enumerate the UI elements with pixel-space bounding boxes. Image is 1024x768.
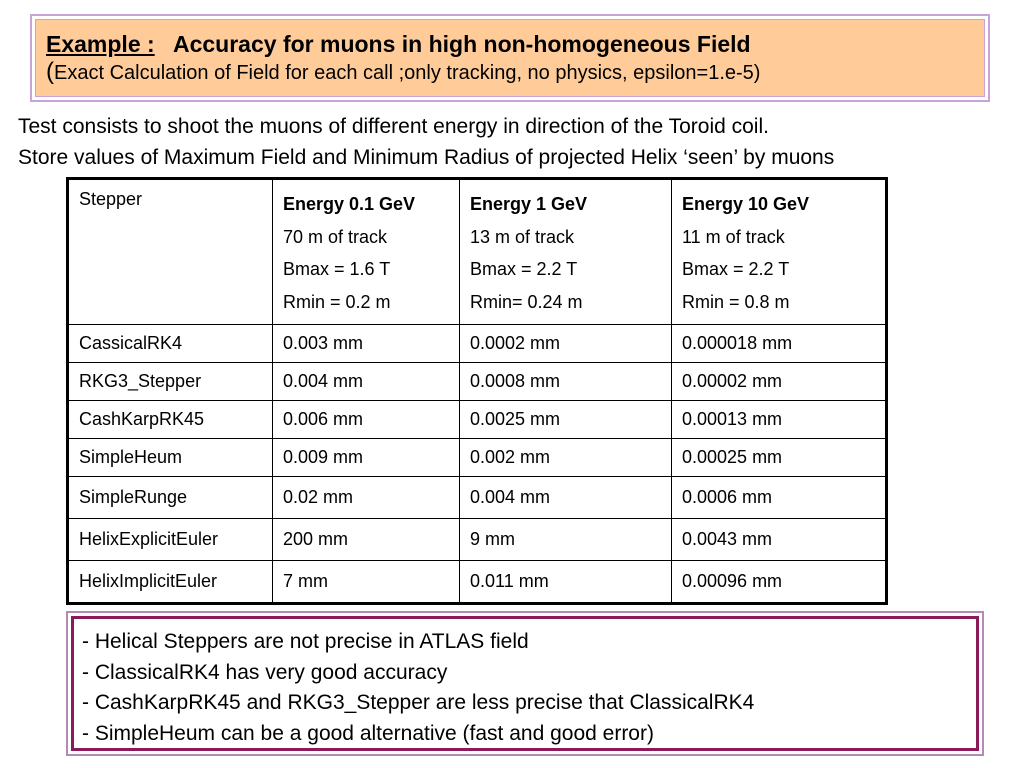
error-value: 0.0006 mm xyxy=(672,477,887,519)
stepper-name: HelixImplicitEuler xyxy=(68,561,273,604)
error-value: 0.002 mm xyxy=(460,439,672,477)
error-value: 0.004 mm xyxy=(273,363,460,401)
slide-subtitle xyxy=(46,58,984,87)
accuracy-table xyxy=(66,177,888,605)
rmin-value: Rmin = 0.8 m xyxy=(682,291,790,312)
error-value: 0.00025 mm xyxy=(672,439,887,477)
error-value: 0.0043 mm xyxy=(672,519,887,561)
stepper-header: Stepper xyxy=(79,189,143,209)
intro-text xyxy=(18,111,834,173)
error-value: 200 mm xyxy=(273,519,460,561)
error-value: 0.0002 mm xyxy=(460,325,672,363)
rmin-value: Rmin = 0.2 m xyxy=(283,291,391,312)
example-label: Example : xyxy=(46,31,155,57)
error-value: 0.0008 mm xyxy=(460,363,672,401)
title-heading: Accuracy for muons in high non-homogeneous Field xyxy=(172,31,751,57)
conclusion-item: - Helical Steppers are not precise in ATLAS field xyxy=(82,630,529,653)
track-length: 13 m of track xyxy=(470,226,575,247)
error-value: 0.00096 mm xyxy=(672,561,887,604)
conclusion-item: - ClassicalRK4 has very good accuracy xyxy=(82,660,448,684)
table-row xyxy=(68,561,887,604)
intro-line-1: Test consists to shoot the muons of different energy in direction of the Toroid coil. xyxy=(18,115,769,138)
energy-label: Energy 10 GeV xyxy=(682,194,810,214)
error-value: 0.00002 mm xyxy=(672,363,887,401)
slide-title xyxy=(46,30,984,58)
track-length: 70 m of track xyxy=(283,226,388,247)
stepper-header-cell xyxy=(68,179,273,325)
title-box xyxy=(30,14,990,102)
table-row xyxy=(68,477,887,519)
stepper-name: RKG3_Stepper xyxy=(68,363,273,401)
conclusion-item: - SimpleHeum can be a good alternative (fast and good error) xyxy=(82,721,654,745)
intro-line-2: Store values of Maximum Field and Minimum Radius of projected Helix ‘seen’ by muons xyxy=(18,146,835,169)
error-value: 7 mm xyxy=(273,561,460,604)
table-row xyxy=(68,325,887,363)
track-length: 11 m of track xyxy=(682,226,785,247)
stepper-name: SimpleRunge xyxy=(68,477,273,519)
error-value: 0.009 mm xyxy=(273,439,460,477)
subtitle-paren: ( xyxy=(46,58,54,85)
energy-label: Energy 1 GeV xyxy=(470,194,588,214)
error-value: 9 mm xyxy=(460,519,672,561)
error-value: 0.011 mm xyxy=(460,561,672,604)
error-value: 0.006 mm xyxy=(273,401,460,439)
conclusions-box xyxy=(66,611,984,756)
error-value: 0.004 mm xyxy=(460,477,672,519)
conclusion-item: - CashKarpRK45 and RKG3_Stepper are less precise that ClassicalRK4 xyxy=(82,691,755,714)
table-row xyxy=(68,519,887,561)
stepper-name: CassicalRK4 xyxy=(68,325,273,363)
error-value: 0.003 mm xyxy=(273,325,460,363)
table-header-row xyxy=(68,179,887,325)
error-value: 0.02 mm xyxy=(273,477,460,519)
rmin-value: Rmin= 0.24 m xyxy=(470,291,583,312)
table-row xyxy=(68,401,887,439)
bmax-value: Bmax = 2.2 T xyxy=(682,259,790,279)
energy-header-cell xyxy=(460,179,672,325)
stepper-name: SimpleHeum xyxy=(68,439,273,477)
energy-header-cell xyxy=(273,179,460,325)
energy-label: Energy 0.1 GeV xyxy=(283,194,416,214)
bmax-value: Bmax = 1.6 T xyxy=(283,259,391,279)
conclusions-panel xyxy=(71,616,979,751)
subtitle-text: Exact Calculation of Field for each call ;only tracking, no physics, epsilon=1.e-5) xyxy=(54,62,761,84)
table-row xyxy=(68,363,887,401)
bmax-value: Bmax = 2.2 T xyxy=(470,259,578,279)
error-value: 0.000018 mm xyxy=(672,325,887,363)
error-value: 0.00013 mm xyxy=(672,401,887,439)
stepper-name: CashKarpRK45 xyxy=(68,401,273,439)
error-value: 0.0025 mm xyxy=(460,401,672,439)
energy-header-cell xyxy=(672,179,887,325)
stepper-name: HelixExplicitEuler xyxy=(68,519,273,561)
title-panel xyxy=(35,19,985,97)
table-row xyxy=(68,439,887,477)
